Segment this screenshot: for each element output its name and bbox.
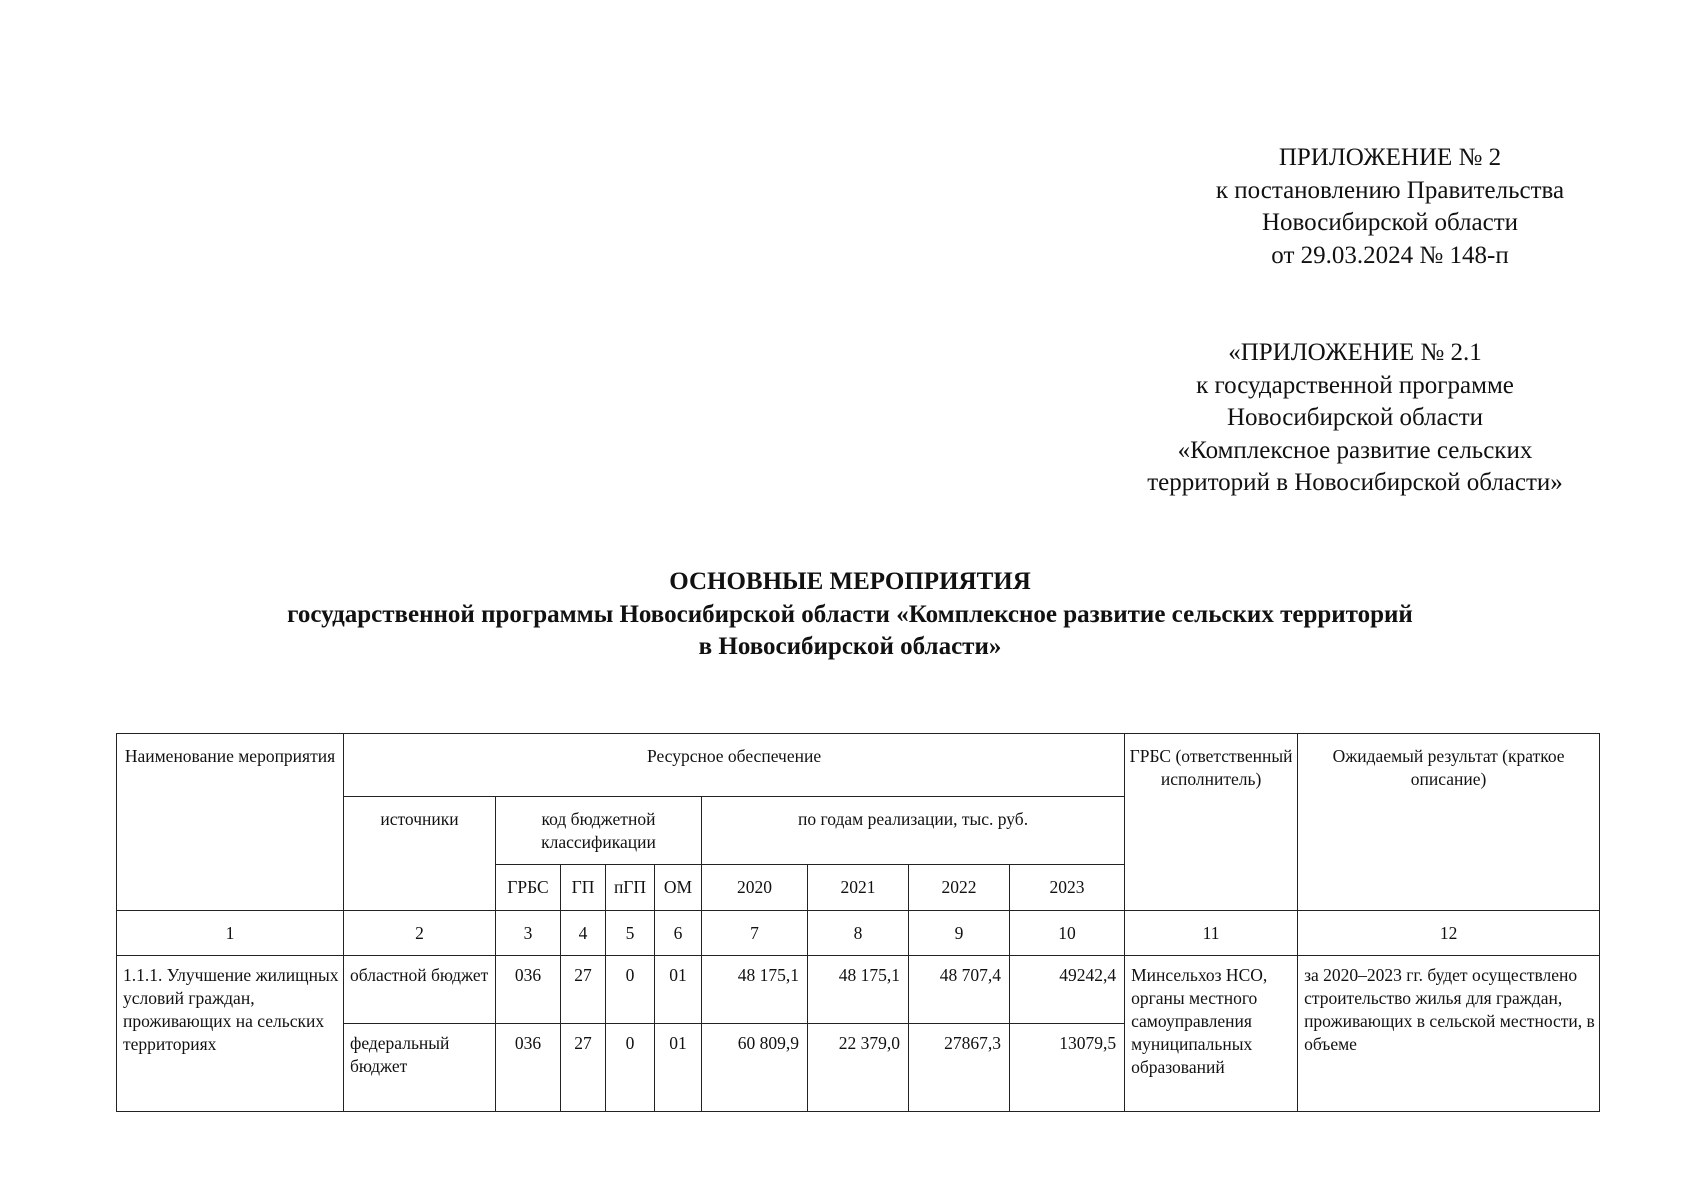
measure-name: 1.1.1. Улучшение жилищных условий граждан, проживающих на сельских территориях [117,956,344,1112]
appendix-line: «ПРИЛОЖЕНИЕ № 2.1 [1228,339,1482,366]
code-gp: 27 [561,956,606,1024]
header-year: 2021 [808,865,909,911]
table-row [117,956,1600,1024]
header-om: ОМ [655,865,702,911]
appendix-line: территорий в Новосибирской области» [1147,469,1563,496]
funding-source: федеральный бюджет [344,1024,496,1112]
appendix-line: «Комплексное развитие сельских [1177,436,1533,464]
amount-2020: 48 175,1 [702,956,808,1024]
column-number: 8 [808,911,909,956]
column-number: 7 [702,911,808,956]
appendix-line: ПРИЛОЖЕНИЕ № 2 [1278,144,1502,171]
header-budget-code: код бюджетной классификации [496,797,702,865]
appendix-header [1180,142,1600,272]
column-number: 10 [1010,911,1125,956]
amount-2021: 22 379,0 [808,1024,909,1112]
column-number: 1 [117,911,344,956]
header-expected-result: Ожидаемый результат (краткое описание) [1298,734,1600,911]
column-number: 11 [1125,911,1298,956]
header-gp: ГП [561,865,606,911]
appendix-line: Новосибирской области [1226,404,1484,431]
expected-result: за 2020–2023 гг. будет осуществлено строительство жилья для граждан, проживающих в сельской местности, в объеме [1298,956,1600,1112]
amount-2020: 60 809,9 [702,1024,808,1112]
header-year: 2022 [909,865,1010,911]
title-line: государственной программы Новосибирской области «Комплексное развитие сельских территорий [287,600,1413,628]
code-gp: 27 [561,1024,606,1112]
header-pgp: пГП [606,865,655,911]
appendix-line: Новосибирской области [1261,209,1519,236]
column-number: 3 [496,911,561,956]
header-year: 2020 [702,865,808,911]
amount-2023: 13079,5 [1010,1024,1125,1112]
amount-2023: 49242,4 [1010,956,1125,1024]
code-grbs: 036 [496,956,561,1024]
header-name: Наименование мероприятия [117,734,344,911]
appendix-line: к государственной программе [1196,371,1514,399]
column-number: 2 [344,911,496,956]
code-om: 01 [655,956,702,1024]
code-om: 01 [655,1024,702,1112]
funding-source: областной бюджет [344,956,496,1024]
column-number: 5 [606,911,655,956]
document-title [100,566,1600,664]
amount-2022: 48 707,4 [909,956,1010,1024]
header-sources: источники [344,797,496,911]
header-by-years: по годам реализации, тыс. руб. [702,797,1125,865]
amount-2021: 48 175,1 [808,956,909,1024]
header-grbs: ГРБС [496,865,561,911]
column-number: 9 [909,911,1010,956]
measures-table [116,733,1600,1112]
amount-2022: 27867,3 [909,1024,1010,1112]
title-line: ОСНОВНЫЕ МЕРОПРИЯТИЯ [669,568,1031,595]
column-number: 4 [561,911,606,956]
appendix-line: к постановлению Правительства [1215,176,1565,204]
title-line: в Новосибирской области» [698,633,1002,660]
code-pgp: 0 [606,956,655,1024]
program-appendix-header [1110,337,1600,500]
column-numbers-row [117,911,1600,956]
column-number: 12 [1298,911,1600,956]
header-year: 2023 [1010,865,1125,911]
header-grbs-responsible: ГРБС (ответственный исполнитель) [1125,734,1298,911]
appendix-line: от 29.03.2024 № 148-п [1271,241,1509,269]
header-resources: Ресурсное обеспечение [344,734,1125,797]
code-pgp: 0 [606,1024,655,1112]
responsible-executor: Минсельхоз НСО, органы местного самоуправления муниципальных образований [1125,956,1298,1112]
code-grbs: 036 [496,1024,561,1112]
column-number: 6 [655,911,702,956]
